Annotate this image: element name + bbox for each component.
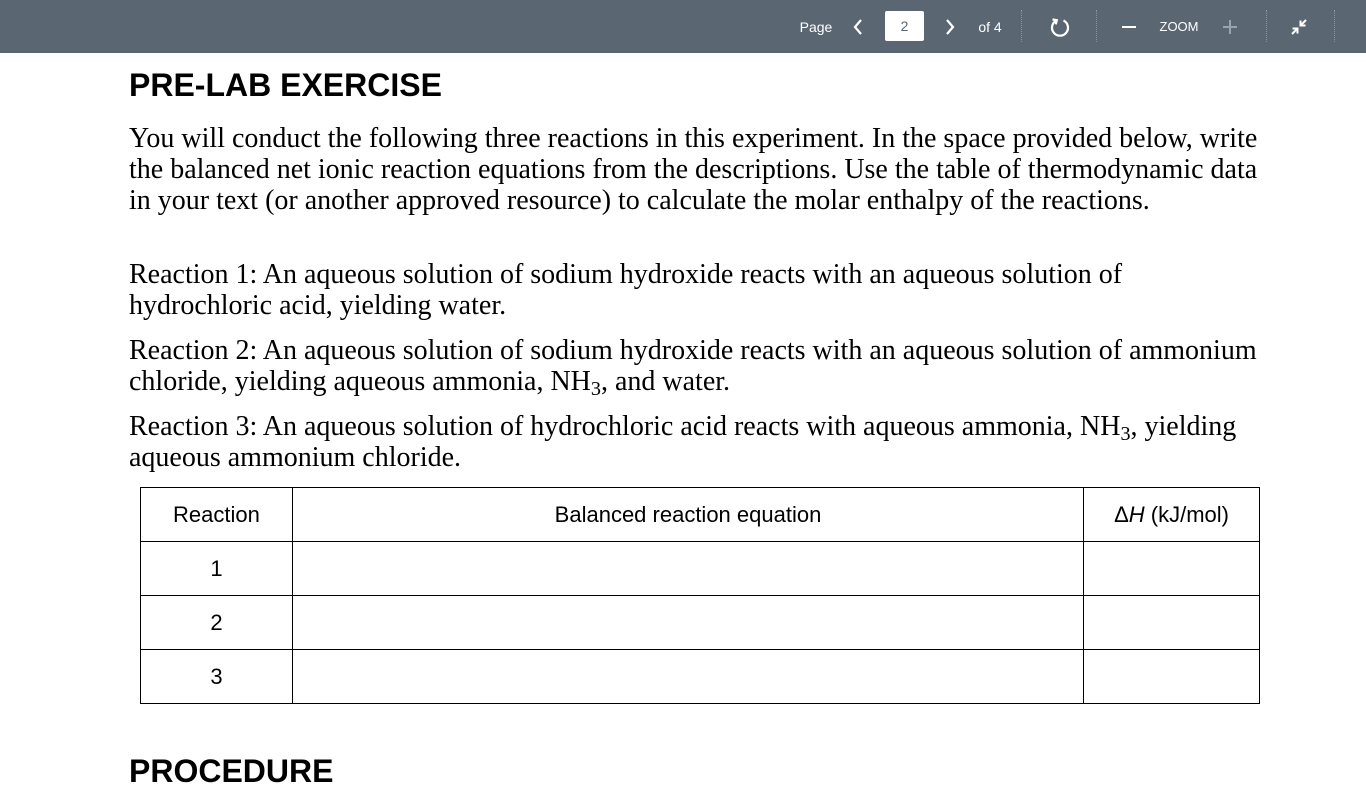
plus-icon [1221,18,1239,36]
enthalpy-cell [1084,650,1260,704]
reaction-2-text-end: , and water. [600,366,731,397]
reaction-number-cell: 2 [141,596,293,650]
toolbar-divider [1334,10,1335,42]
enthalpy-symbol: H [1128,501,1145,527]
document-page [0,53,1366,789]
rotate-icon [1049,16,1071,38]
reaction-2-description [129,335,1269,401]
reaction-number-cell: 1 [141,542,293,596]
delta-symbol: Δ [1114,501,1129,527]
zoom-label: ZOOM [1159,19,1199,34]
reaction-table [140,487,1260,704]
table-header-row [141,488,1260,542]
next-page-button[interactable] [938,0,962,53]
reaction-2-text: Reaction 2: An aqueous solution of sodium hydroxide reacts with an aqueous solution of ammonium chloride, yielding aqueous ammonia, NH [129,335,1257,397]
page-number-input[interactable]: 2 [885,11,924,41]
enthalpy-cell [1084,596,1260,650]
intro-paragraph: You will conduct the following three reactions in this experiment. In the space provided below, write the balanced net ionic reaction equations from the descriptions. Use the table of thermodynamic data in your text (or another approved resource) to calculate the molar enthalpy of the reactions. [129,123,1258,216]
rotate-button[interactable] [1046,0,1074,53]
zoom-in-button[interactable] [1219,0,1241,53]
minus-icon [1120,18,1138,36]
toolbar-divider [1266,10,1267,42]
exit-fullscreen-button[interactable] [1287,0,1311,53]
table-row [141,542,1260,596]
section-heading-procedure: PROCEDURE [129,753,334,789]
zoom-out-button[interactable] [1118,0,1140,53]
equation-cell [292,650,1083,704]
column-header-equation: Balanced reaction equation [292,488,1083,542]
reaction-3-text: Reaction 3: An aqueous solution of hydrochloric acid reacts with aqueous ammonia, NH [129,411,1121,442]
page-total: of 4 [978,18,1002,35]
enthalpy-cell [1084,542,1260,596]
toolbar-divider [1096,10,1097,42]
subscript: 3 [1120,423,1131,446]
pdf-toolbar [0,0,1366,53]
table-row [141,596,1260,650]
reaction-1-description: Reaction 1: An aqueous solution of sodium hydroxide reacts with an aqueous solution of hydrochloric acid, yielding water. [129,259,1123,321]
chevron-left-icon [852,18,864,36]
subscript: 3 [590,378,601,401]
previous-page-button[interactable] [846,0,870,53]
equation-cell [292,596,1083,650]
enthalpy-unit: (kJ/mol) [1144,501,1229,527]
collapse-icon [1289,17,1309,37]
table-row [141,650,1260,704]
toolbar-divider [1021,10,1022,42]
equation-cell [292,542,1083,596]
reaction-number-cell: 3 [141,650,293,704]
column-header-reaction: Reaction [141,488,293,542]
reaction-3-description [129,411,1269,473]
chevron-right-icon [944,18,956,36]
page-label: Page [799,18,833,35]
reaction-3-text-end: , yielding aqueous ammonium chloride. [129,411,1237,473]
column-header-enthalpy [1084,488,1260,542]
page-title: PRE-LAB EXERCISE [129,67,442,103]
